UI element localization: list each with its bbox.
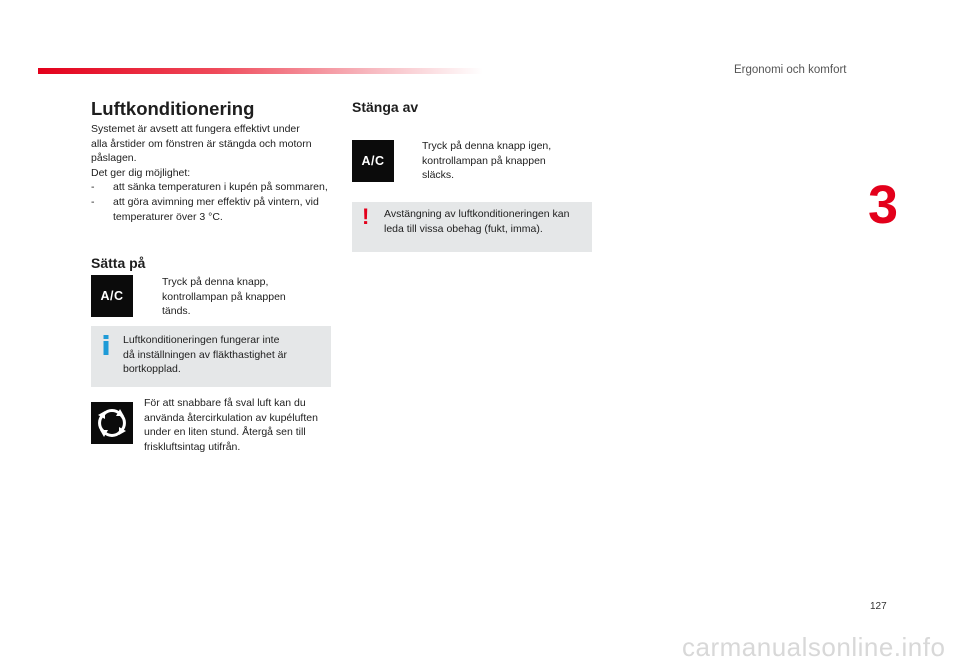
step-arrow-icon — [406, 139, 422, 183]
step-line: kontrollampan på knappen — [422, 154, 546, 167]
section-title-off: Stänga av — [352, 99, 419, 115]
step-arrow-icon — [146, 275, 162, 319]
page-title: Luftkonditionering — [91, 98, 255, 119]
step-line: kontrollampan på knappen — [162, 290, 286, 303]
warning-line: leda till vissa obehag (fukt, imma). — [384, 222, 543, 235]
step-turn-on — [146, 275, 336, 319]
recirc-line: För att snabbare få sval luft kan du — [144, 397, 306, 409]
chapter-number: 3 — [868, 175, 899, 235]
info-line: bortkopplad. — [123, 363, 181, 376]
bullet-item — [91, 180, 336, 195]
warning-line: Avstängning av luftkonditioneringen kan — [384, 208, 570, 220]
warning-icon: ! — [362, 204, 370, 229]
intro-line: alla årstider om fönstren är stängda och motorn — [91, 137, 312, 150]
chapter-label: Ergonomi och komfort — [734, 64, 847, 76]
info-note — [91, 326, 331, 387]
step-line: släcks. — [422, 169, 455, 182]
recirc-line: friskluftsintag utifrån. — [144, 440, 241, 453]
bullet-dash: - — [91, 181, 95, 194]
warning-note — [352, 202, 592, 252]
intro-text — [91, 122, 336, 224]
ac-button-icon: A/C — [352, 140, 394, 182]
bullet-dash: - — [91, 195, 95, 208]
info-icon — [101, 335, 111, 355]
warning-note-text — [384, 207, 589, 236]
info-note-text — [123, 333, 323, 377]
intro-line: Det ger dig möjlighet: — [91, 166, 191, 179]
page-number: 127 — [870, 601, 887, 612]
step-line: Tryck på denna knapp igen, — [422, 140, 552, 152]
step-line: tänds. — [162, 305, 191, 318]
intro-line: Systemet är avsett att fungera effektivt under — [91, 123, 300, 135]
recirculation-icon — [91, 402, 133, 444]
bullet-item — [91, 195, 336, 224]
header-accent-bar — [38, 68, 483, 74]
recirculation-text — [144, 396, 336, 454]
recirc-line: under en liten stund. Återgå sen till — [144, 426, 306, 439]
info-line: då inställningen av fläkthastighet är — [123, 348, 288, 361]
step-turn-off — [406, 139, 596, 183]
intro-line: påslagen. — [91, 152, 137, 165]
bullet-text: att göra avimning mer effektiv på vintern, vid temperaturer över 3 °C. — [113, 195, 319, 223]
recirc-line: använda återcirkulation av kupéluften — [144, 411, 318, 424]
section-title-on: Sätta på — [91, 255, 146, 271]
watermark: carmanualsonline.info — [682, 632, 946, 662]
ac-button-icon: A/C — [91, 275, 133, 317]
step-line: Tryck på denna knapp, — [162, 276, 269, 288]
bullet-text: att sänka temperaturen i kupén på sommaren, — [113, 181, 328, 194]
info-line: Luftkonditioneringen fungerar inte — [123, 334, 280, 346]
